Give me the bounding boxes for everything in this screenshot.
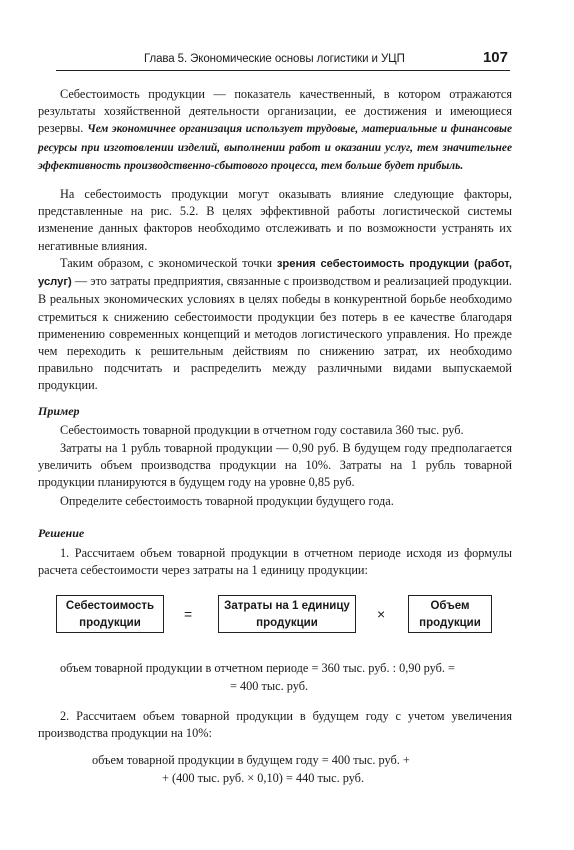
box-line: продукции [79,617,141,629]
paragraph-factors [38,186,512,255]
formula-box-unit-costs [218,595,356,633]
paragraph-text: — это затраты предприятия, связанные с производством и реализацией продукции. В реальных экономических условиях в целях победы в конкурентной борьбе необходимо стремиться к снижению себестоимости продукции без потерь в ее качестве благодаря применению современных концепций и методов логистического управления. Но прежде чем переходить к решительным действиям по снижению затрат, их необходимо правильно подсчитать и распределить между различными видами выпускаемой продукции. [38,274,512,393]
paragraph-text: 2. Рассчитаем объем товарной продукции в будущем году с учетом увеличения производства продукции на 10%: [38,709,512,741]
chapter-title: Глава 5. Экономические основы логистики и УЦП [144,53,405,65]
running-header [56,46,510,71]
solution-step-2 [38,708,512,742]
paragraph-cost-definition [38,86,512,175]
multiply-sign: × [377,606,386,622]
formula-future-volume-line2: + (400 тыс. руб. × 0,10) = 440 тыс. руб. [162,771,365,785]
paragraph-text: Себестоимость товарной продукции в отчетном году составила 360 тыс. руб. [60,423,464,437]
equals-sign: = [184,606,193,622]
formula-reporting-volume-line2: = 400 тыс. руб. [230,679,309,693]
formula-box-cost [56,595,164,633]
paragraph-text: На себестоимость продукции могут оказывать влияние следующие факторы, представленные на рис. 5.2. В целях эффективной работы логистической системы изменение данных факторов необходимо отслеживать и по возможности устранять их негативные влияния. [38,187,512,253]
formula-future-volume-line1: объем товарной продукции в будущем году = 400 тыс. руб. + [92,753,410,767]
example-label: Пример [38,404,80,418]
example-paragraph-2 [38,440,512,492]
page-number: 107 [482,49,508,66]
paragraph-text: Себестоимость продукции — показатель качественный, в котором отражаются результаты хозяйственной деятельности организации, ее достижения и имеющиеся резервы. [38,87,512,136]
formula-reporting-volume-line1: объем товарной продукции в отчетном периоде = 360 тыс. руб. : 0,90 руб. = [60,661,455,675]
box-line: продукции [419,617,481,629]
paragraph-text: Определите себестоимость товарной продукции будущего года. [60,494,394,508]
term-highlight: зрения себестоимость продукции (работ, услуг) [38,258,512,289]
box-line: Объем [430,600,470,612]
emphasis-text: Чем экономичнее организация использует трудовые, материальные и финансовые ресурсы при изготовлении изделий, выполнении работ и оказании услуг, тем значительнее эффективность производственно-сбытового процесса, тем больше будет прибыль. [38,123,513,172]
solution-label: Решение [38,526,85,540]
paragraph-text: Затраты на 1 рубль товарной продукции — 0,90 руб. В будущем году предполагается увеличить объем производства продукции на 10%. Затраты на 1 рубль товарной продукции планируются в будущем году на уровне 0,85 руб. [38,441,512,490]
paragraph-lead: Таким образом, с экономической точки [60,256,277,270]
example-paragraph-3 [38,493,512,510]
formula-box-volume [408,595,492,633]
solution-step-1 [38,545,512,579]
box-line: Себестоимость [65,600,155,612]
example-paragraph-1 [38,422,512,439]
box-line: Затраты на 1 единицу [224,600,350,612]
paragraph-text: 1. Рассчитаем объем товарной продукции в отчетном периоде исходя из формулы расчета себестоимости через затраты на 1 единицу продукции: [38,546,512,578]
box-line: продукции [256,617,318,629]
paragraph-economic-view [38,255,512,395]
